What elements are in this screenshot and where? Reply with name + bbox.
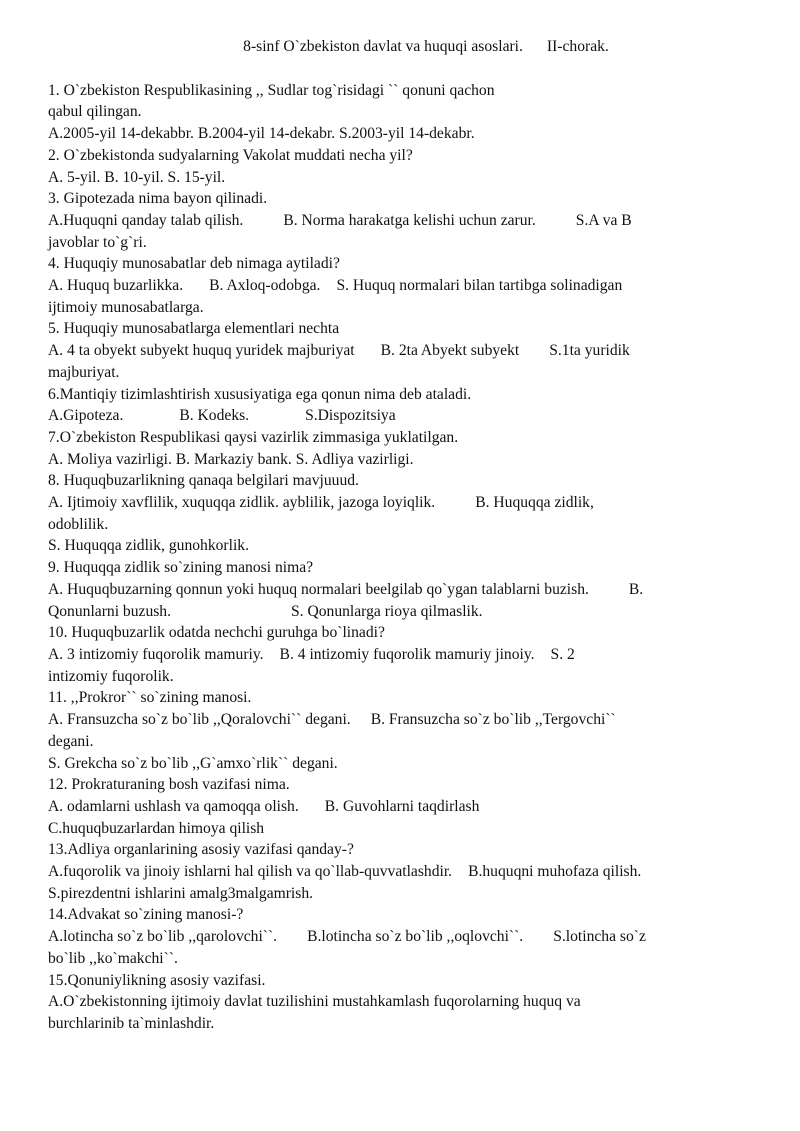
- question-4: 4. Huquqiy munosabatlar deb nimaga aytiladi?: [48, 255, 340, 273]
- answer-15a-cont: burchlarinib ta`minlashdir.: [48, 1014, 215, 1032]
- answer-13b: B.huquqni muhofaza qilish.: [468, 863, 642, 881]
- answers-9: [48, 579, 764, 601]
- question-11: 11. ,,Prokror`` so`zining manosi.: [48, 689, 252, 707]
- answers-3-cont: javoblar to`g`ri.: [48, 233, 147, 251]
- answer-5a: A. 4 ta obyekt subyekt huquq yuridek majburiyat: [48, 342, 355, 360]
- question-6: 6.Mantiqiy tizimlashtirish xususiyatiga ega qonun nima deb ataladi.: [48, 385, 472, 403]
- answer-13a: A.fuqorolik va jinoiy ishlarni hal qilish va qo`llab-quvvatlashdir.: [48, 863, 453, 881]
- answer-9c: S. Qonunlarga rioya qilmaslik.: [291, 602, 483, 620]
- answer-4a: A. Huquq buzarlikka.: [48, 277, 184, 295]
- answers-10-cont: intizomiy fuqorolik.: [48, 667, 174, 685]
- question-9: 9. Huquqqa zidlik so`zining manosi nima?: [48, 559, 314, 577]
- answer-9a: A. Huquqbuzarning qonnun yoki huquq normalari beelgilab qo`ygan talablarni buzish.: [48, 580, 589, 598]
- answer-13c: S.pirezdentni ishlarini amalg3malgamrish.: [48, 884, 314, 902]
- answers-14: [48, 926, 764, 948]
- answer-15a: A.O`zbekistonning ijtimoiy davlat tuzilishini mustahkamlash fuqorolarning huquq va: [48, 993, 581, 1011]
- answer-11c: S. Grekcha so`z bo`lib ,,G`amxo`rlik`` degani.: [48, 754, 338, 772]
- answers-5: [48, 340, 764, 362]
- answer-6b: B. Kodeks.: [179, 407, 250, 425]
- answer-8c: S. Huquqqa zidlik, gunohkorlik.: [48, 537, 249, 555]
- question-10: 10. Huquqbuzarlik odatda nechchi guruhga bo`linadi?: [48, 624, 385, 642]
- answers-10: [48, 644, 764, 666]
- answer-8b: B. Huquqqa zidlik,: [475, 494, 594, 512]
- answer-9b: B.: [628, 580, 644, 598]
- question-13: 13.Adliya organlarining asosiy vazifasi qanday-?: [48, 841, 354, 859]
- answer-5c: S.1ta yuridik: [549, 342, 630, 360]
- answers-6: [48, 405, 764, 427]
- answer-12c: C.huquqbuzarlardan himoya qilish: [48, 819, 265, 837]
- answer-9b-cont: Qonunlarni buzush.: [48, 602, 171, 620]
- answer-6c: S.Dispozitsiya: [305, 407, 396, 425]
- answers-12: [48, 796, 764, 818]
- question-1-cont: qabul qilingan.: [48, 103, 142, 121]
- question-12: 12. Prokraturaning bosh vazifasi nima.: [48, 776, 290, 794]
- question-5: 5. Huquqiy munosabatlarga elementlari nechta: [48, 320, 340, 338]
- answers-13: [48, 861, 764, 883]
- answers-7: A. Moliya vazirligi. B. Markaziy bank. S. Adliya vazirligi.: [48, 450, 414, 468]
- question-14: 14.Advakat so`zining manosi-?: [48, 906, 244, 924]
- answers-11: [48, 709, 764, 731]
- answer-3c: S.A va B: [575, 211, 632, 229]
- answers-11-cont: degani.: [48, 732, 94, 750]
- document-page: [48, 36, 764, 1035]
- answers-14-cont: bo`lib ,,ko`makchi``.: [48, 949, 178, 967]
- answers-4-cont: ijtimoiy munosabatlarga.: [48, 298, 204, 316]
- answer-12b: B. Guvohlarni taqdirlash: [324, 797, 480, 815]
- question-2: 2. O`zbekistonda sudyalarning Vakolat muddati necha yil?: [48, 146, 413, 164]
- answers-1: A.2005-yil 14-dekabbr. B.2004-yil 14-dekabr. S.2003-yil 14-dekabr.: [48, 125, 475, 143]
- question-1: 1. O`zbekiston Respublikasining ,, Sudlar tog`risidagi `` qonuni qachon: [48, 81, 495, 99]
- answers-2: A. 5-yil. B. 10-yil. S. 15-yil.: [48, 168, 226, 186]
- answer-14a: A.lotincha so`z bo`lib ,,qarolovchi``.: [48, 928, 278, 946]
- answer-14c: S.lotincha so`z: [553, 928, 646, 946]
- answers-8-cont: odoblilik.: [48, 515, 109, 533]
- answer-3b: B. Norma harakatga kelishi uchun zarur.: [283, 211, 536, 229]
- answer-4c: S. Huquq normalari bilan tartibga solinadigan: [336, 277, 623, 295]
- answer-10c: S. 2: [550, 645, 575, 663]
- answer-8a: A. Ijtimoiy xavflilik, xuquqqa zidlik. ayblilik, jazoga loyiqlik.: [48, 494, 436, 512]
- term-text: II-chorak.: [546, 38, 609, 55]
- answer-4b: B. Axloq-odobga.: [209, 277, 321, 295]
- answer-12a: A. odamlarni ushlash va qamoqqa olish.: [48, 797, 299, 815]
- question-7: 7.O`zbekiston Respublikasi qaysi vazirlik zimmasiga yuklatilgan.: [48, 428, 459, 446]
- answer-10b: B. 4 intizomiy fuqorolik mamuriy jinoiy.: [279, 645, 535, 663]
- answer-6a: A.Gipoteza.: [48, 407, 124, 425]
- question-8: 8. Huquqbuzarlikning qanaqa belgilari mavjuuud.: [48, 472, 359, 490]
- answer-3a: A.Huquqni qanday talab qilish.: [48, 211, 244, 229]
- answers-3: [48, 210, 764, 232]
- answer-11a: A. Fransuzcha so`z bo`lib ,,Qoralovchi`` degani.: [48, 711, 351, 729]
- question-3: 3. Gipotezada nima bayon qilinadi.: [48, 190, 268, 208]
- answers-8: [48, 492, 764, 514]
- question-15: 15.Qonuniylikning asosiy vazifasi.: [48, 971, 266, 989]
- title-text: 8-sinf O`zbekiston davlat va huquqi asoslari.: [243, 38, 523, 55]
- answers-4: [48, 275, 764, 297]
- answer-10a: A. 3 intizomiy fuqorolik mamuriy.: [48, 645, 264, 663]
- answer-5b: B. 2ta Abyekt subyekt: [380, 342, 520, 360]
- page-title: [48, 36, 764, 58]
- answer-14b: B.lotincha so`z bo`lib ,,oqlovchi``.: [307, 928, 524, 946]
- answers-5-cont: majburiyat.: [48, 363, 120, 381]
- answer-11b: B. Fransuzcha so`z bo`lib ,,Tergovchi``: [370, 711, 616, 729]
- answers-9-cont: [48, 601, 764, 623]
